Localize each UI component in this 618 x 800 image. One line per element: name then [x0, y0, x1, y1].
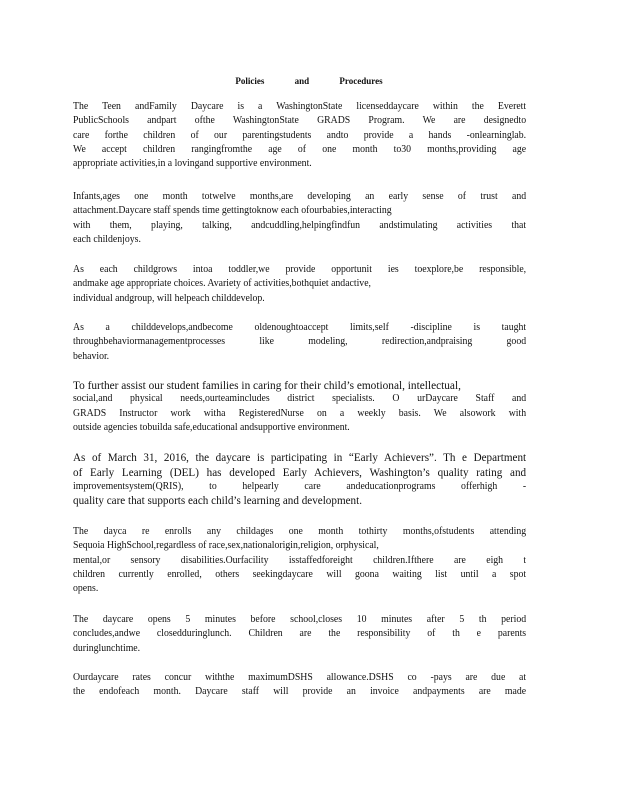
text-line: outside agencies tobuilda safe,educational andsupportive environment. [73, 421, 350, 433]
document-title [0, 76, 618, 86]
title-word: Procedures [339, 76, 383, 86]
text-line: concludes,andwe closedduringlunch. Children are the responsibility of th e parents [73, 628, 527, 640]
text-line: individual andgroup, will helpeach childdevelop. [73, 292, 265, 304]
text-line: As each childgrows intoa toddler,we provide opportunit ies toexplore,be responsible, [73, 264, 527, 275]
text-line: opens. [73, 583, 99, 595]
text-line: the endofeach month. Daycare staff will provide an invoice andpayments are made [73, 686, 527, 698]
paragraph-hours [73, 613, 526, 656]
text-line: The dayca re enrolls any childages one month tothirty months,ofstudents attending [73, 526, 527, 537]
text-line: Sequoia HighSchool,regardless of race,sex,nationalorigin,religion, orphysical, [73, 540, 379, 552]
title-word: Policies [235, 76, 265, 86]
text-line: care forthe children of our parentingstudents andto provide a hands -onlearninglab. [73, 129, 527, 141]
text-line: PublicSchools andpart ofthe WashingtonState GRADS Program. We are designedto [73, 115, 527, 127]
paragraph-enrollment [73, 525, 526, 596]
paragraph-rates [73, 671, 526, 700]
text-line: Ourdaycare rates concur withthe maximumDSHS allowance.DSHS co -pays are due at [73, 672, 527, 683]
text-line: Infants,ages one month totwelve months,are developing an early sense of trust and [73, 191, 527, 202]
paragraph-toddlers [73, 263, 526, 306]
text-line: quality care that supports each child’s learning and development. [73, 494, 362, 508]
paragraph-infants [73, 190, 526, 247]
text-line: each childenjoys. [73, 233, 141, 245]
text-line: We accept children rangingfromthe age of one month to30 months,providing age [73, 143, 527, 155]
text-line: As of March 31, 2016, the daycare is participating in “Early Achievers”. Th e Department [73, 451, 527, 464]
text-line: The daycare opens 5 minutes before school,closes 10 minutes after 5 th period [73, 614, 527, 625]
text-line: mental,or sensory disabilities.Ourfacility isstaffedforeight children.Ifthere are eigh t [73, 554, 527, 566]
text-line: social,and physical needs,ourteamincludes district specialists. O urDaycare Staff and [73, 393, 527, 405]
paragraph-discipline [73, 321, 526, 364]
text-line: The Teen andFamily Daycare is a WashingtonState licenseddaycare within the Everett [73, 101, 527, 112]
text-line: appropriate activities,in a lovingand supportive environment. [73, 158, 312, 170]
text-line: with them, playing, talking, andcuddling,helpingfindfun andstimulating activities that [73, 219, 527, 231]
text-line: duringlunchtime. [73, 642, 141, 654]
title-word: and [294, 76, 310, 86]
text-line: As a childdevelops,andbecome oldenoughtoaccept limits,self -discipline is taught [73, 322, 527, 333]
paragraph-intro [73, 100, 526, 171]
paragraph-early-achievers [73, 451, 526, 509]
paragraph-team [73, 378, 526, 435]
text-line: andmake age appropriate choices. Avariety of activities,bothquiet andactive, [73, 278, 371, 290]
text-line: behavior. [73, 350, 110, 362]
text-line: To further assist our student families in caring for their child’s emotional, intellectual, [73, 378, 461, 392]
text-line: attachment.Daycare staff spends time gettingtoknow each ofourbabies,interacting [73, 205, 392, 217]
text-line: of Early Learning (DEL) has developed Early Achievers, Washington’s quality rating and [73, 465, 527, 479]
text-line: children currently enrolled, others seekingdaycare will goona waiting list until a spot [73, 568, 527, 580]
text-line: GRADS Instructor work witha RegisteredNurse on a weekly basis. We alsowork with [73, 407, 527, 419]
text-line: throughbehaviormanagementprocesses like modeling, redirection,andpraising good [73, 336, 527, 348]
text-line: improvementsystem(QRIS), to helpearly care andeducationprograms offerhigh - [73, 481, 527, 493]
